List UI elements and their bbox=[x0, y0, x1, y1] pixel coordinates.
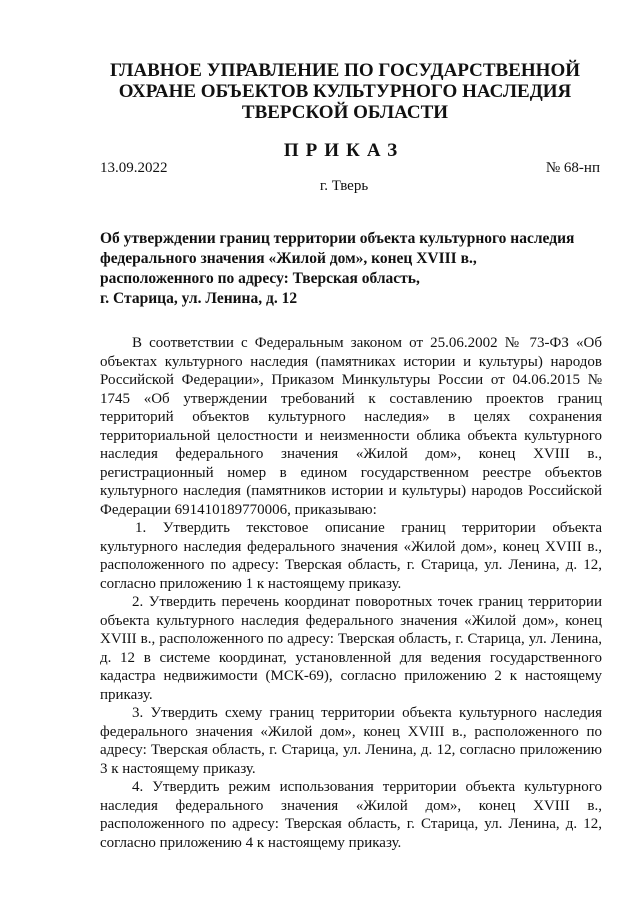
order-title: ПРИКАЗ bbox=[283, 140, 405, 161]
subject-line-3: расположенного по адресу: Тверская область, bbox=[100, 270, 420, 287]
preamble-paragraph: В соответствии с Федеральным законом от 25.06.2002 № 73-ФЗ «Об объектах культурного наследия (памятниках истории и культуры) народов Российской Федерации», Приказом Минкультуры России от 04.06.2015 № 1745 «Об утверждении требований к составлению проектов границ территорий объектов культурного наследия» в целях сохранения территориальной целостности и неизменности облика объекта культурного наследия федерального значения «Жилой дом», конец XVIII в., регистрационный номер в едином государственном реестре объектов культурного наследия (памятников истории и культуры) народов Российской Федерации 691410189770006, приказываю: bbox=[100, 335, 602, 518]
order-number: № 68-нп bbox=[545, 160, 600, 176]
order-item-4: 4. Утвердить режим использования территории объекта культурного наследия федерального значения «Жилой дом», конец XVIII в., расположенного по адресу: Тверская область, г. Старица, ул. Ленина, д. 12, согласно приложению 4 к настоящему приказу. bbox=[100, 779, 602, 851]
issuing-authority-header bbox=[0, 60, 640, 123]
subject-line-2: федерального значения «Жилой дом», конец XVIII в., bbox=[100, 250, 477, 267]
header-line-2: ОХРАНЕ ОБЪЕКТОВ КУЛЬТУРНОГО НАСЛЕДИЯ bbox=[118, 81, 572, 102]
order-item-2: 2. Утвердить перечень координат поворотных точек границ территории объекта культурного наследия федерального значения «Жилой дом», конец XVIII в., расположенного по адресу: Тверская область, г. Старица, ул. Ленина, д. 12 в системе координат, установленной для ведения государственного кадастра недвижимости (МСК-69), согласно приложению 2 к настоящему приказу. bbox=[100, 594, 602, 703]
order-date: 13.09.2022 bbox=[100, 160, 168, 176]
header-line-3: ТВЕРСКОЙ ОБЛАСТИ bbox=[241, 102, 449, 123]
order-subject bbox=[100, 229, 580, 309]
header-line-1: ГЛАВНОЕ УПРАВЛЕНИЕ ПО ГОСУДАРСТВЕННОЙ bbox=[109, 60, 581, 81]
order-body bbox=[100, 334, 602, 852]
subject-line-4: г. Старица, ул. Ленина, д. 12 bbox=[100, 290, 298, 307]
order-item-3: 3. Утвердить схему границ территории объекта культурного наследия федерального значения «Жилой дом», конец XVIII в., расположенного по адресу: Тверская область, г. Старица, ул. Ленина, д. 12, согласно приложению 3 к настоящему приказу. bbox=[100, 705, 602, 777]
order-item-1: 1. Утвердить текстовое описание границ территории объекта культурного наследия федерального значения «Жилой дом», конец XVIII в., расположенного по адресу: Тверская область, г. Старица, ул. Ленина, д. 12, согласно приложению 1 к настоящему приказу. bbox=[100, 520, 602, 592]
subject-line-1: Об утверждении границ территории объекта культурного наследия bbox=[100, 230, 575, 247]
order-city: г. Тверь bbox=[319, 178, 369, 194]
